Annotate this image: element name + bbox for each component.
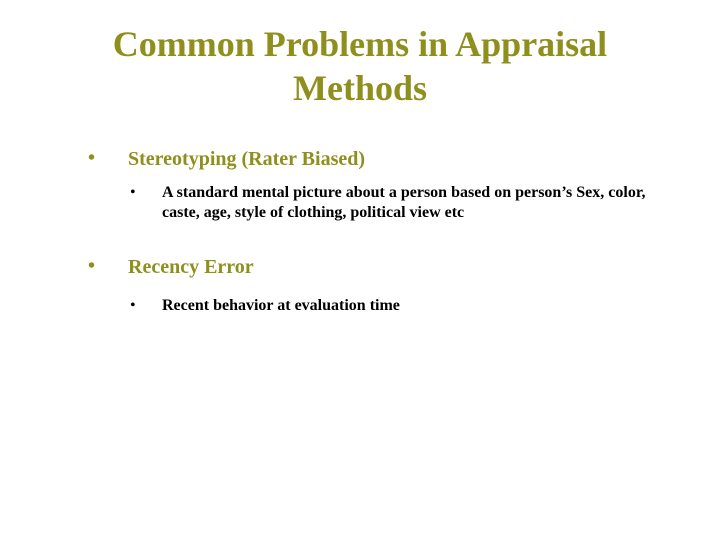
bullet-icon: • xyxy=(130,184,136,201)
bullet-label: Stereotyping (Rater Biased) xyxy=(128,148,366,170)
bullet-label: Recency Error xyxy=(128,256,254,278)
bullet-icon: • xyxy=(88,147,96,169)
bullet-icon: • xyxy=(88,255,96,277)
sub-bullet-text: Recent behavior at evaluation time xyxy=(162,297,400,314)
bullet-icon: • xyxy=(130,297,136,314)
slide-title: Common Problems in Appraisal Methods xyxy=(112,24,608,108)
sub-bullet-text: A standard mental picture about a person based on person’s Sex, color, caste, age, style of clothing, political view etc xyxy=(162,184,646,221)
